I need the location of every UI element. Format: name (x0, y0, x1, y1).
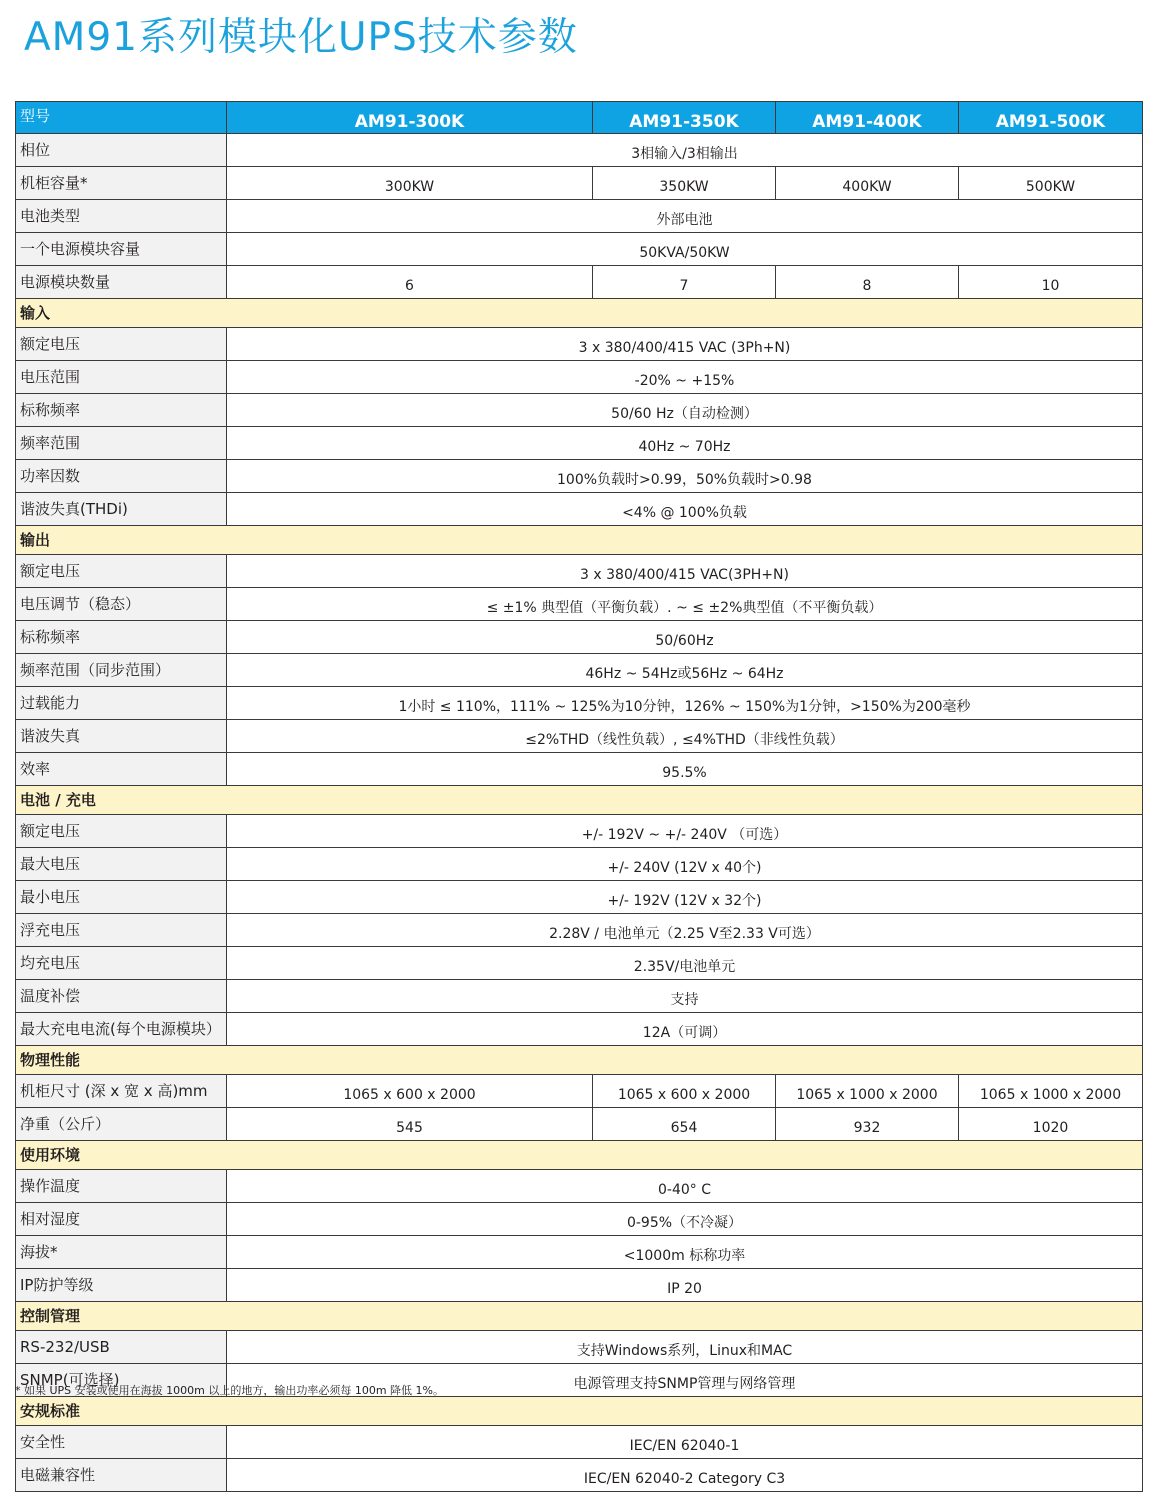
spec-row (16, 1170, 1143, 1203)
spec-row (16, 394, 1143, 427)
spec-value-cell: 7 (593, 266, 776, 299)
spec-label: 额定电压 (16, 328, 227, 361)
spec-value: 0-95%（不冷凝） (227, 1203, 1143, 1236)
section-header-physical (16, 1046, 1143, 1075)
spec-row (16, 1013, 1143, 1046)
spec-value: 2.28V / 电池单元（2.25 V至2.33 V可选） (227, 914, 1143, 947)
spec-value: 40Hz ~ 70Hz (227, 427, 1143, 460)
spec-value: 100%负载时>0.99，50%负载时>0.98 (227, 460, 1143, 493)
spec-value: IEC/EN 62040-2 Category C3 (227, 1459, 1143, 1492)
spec-row (16, 328, 1143, 361)
spec-label: 电池类型 (16, 200, 227, 233)
section-header-input (16, 299, 1143, 328)
spec-value-cell: 500KW (959, 167, 1143, 200)
spec-value: 50/60Hz (227, 621, 1143, 654)
spec-label: 温度补偿 (16, 980, 227, 1013)
spec-value: 2.35V/电池单元 (227, 947, 1143, 980)
section-title: 使用环境 (16, 1141, 1143, 1170)
spec-table (15, 101, 1143, 1492)
spec-value-cell: 6 (227, 266, 593, 299)
spec-value-cell: 654 (593, 1108, 776, 1141)
spec-value: <4% @ 100%负载 (227, 493, 1143, 526)
spec-value: +/- 192V ~ +/- 240V （可选） (227, 815, 1143, 848)
spec-row (16, 134, 1143, 167)
spec-value-cell: 10 (959, 266, 1143, 299)
spec-value: IP 20 (227, 1269, 1143, 1302)
spec-value: +/- 192V (12V x 32个) (227, 881, 1143, 914)
spec-label: IP防护等级 (16, 1269, 227, 1302)
spec-label: 相对湿度 (16, 1203, 227, 1236)
spec-value: 50KVA/50KW (227, 233, 1143, 266)
spec-value-cell: 545 (227, 1108, 593, 1141)
section-title: 输入 (16, 299, 1143, 328)
spec-row (16, 427, 1143, 460)
spec-value: 95.5% (227, 753, 1143, 786)
spec-value: IEC/EN 62040-1 (227, 1426, 1143, 1459)
spec-row (16, 588, 1143, 621)
spec-label: 操作温度 (16, 1170, 227, 1203)
spec-row (16, 881, 1143, 914)
spec-value: 50/60 Hz（自动检测） (227, 394, 1143, 427)
spec-label: 电磁兼容性 (16, 1459, 227, 1492)
spec-label: 电压调节（稳态） (16, 588, 227, 621)
spec-label: 效率 (16, 753, 227, 786)
spec-value-cell: 350KW (593, 167, 776, 200)
section-header-battery (16, 786, 1143, 815)
spec-label: 功率因数 (16, 460, 227, 493)
section-title: 输出 (16, 526, 1143, 555)
spec-label: 最大电压 (16, 848, 227, 881)
spec-row (16, 947, 1143, 980)
spec-label: 标称频率 (16, 621, 227, 654)
spec-value-cell: 300KW (227, 167, 593, 200)
spec-value-cell: 1065 x 600 x 2000 (593, 1075, 776, 1108)
spec-value-cell: 8 (776, 266, 959, 299)
spec-label: 电压范围 (16, 361, 227, 394)
footnote: * 如果 UPS 安装或使用在海拔 1000m 以上的地方，输出功率必须每 100m 降低 1%。 (15, 1384, 445, 1397)
spec-value-cell: 1065 x 1000 x 2000 (959, 1075, 1143, 1108)
spec-row (16, 200, 1143, 233)
spec-value: ≤ ±1% 典型值（平衡负载）. ~ ≤ ±2%典型值（不平衡负载） (227, 588, 1143, 621)
spec-label: 净重（公斤） (16, 1108, 227, 1141)
table-header-row (16, 102, 1143, 134)
spec-row (16, 687, 1143, 720)
spec-label: 电源模块数量 (16, 266, 227, 299)
spec-table-body (16, 102, 1143, 1492)
spec-value: -20% ~ +15% (227, 361, 1143, 394)
section-header-control (16, 1302, 1143, 1331)
spec-label: 谐波失真 (16, 720, 227, 753)
section-title: 控制管理 (16, 1302, 1143, 1331)
spec-label: 均充电压 (16, 947, 227, 980)
spec-value: 外部电池 (227, 200, 1143, 233)
spec-value: 3 x 380/400/415 VAC (3Ph+N) (227, 328, 1143, 361)
model-header-am91-300k: AM91-300K (227, 102, 593, 134)
spec-label: 过载能力 (16, 687, 227, 720)
spec-value: 1小时 ≤ 110%，111% ~ 125%为10分钟，126% ~ 150%为1分钟，>150%为200毫秒 (227, 687, 1143, 720)
spec-row (16, 753, 1143, 786)
spec-row (16, 815, 1143, 848)
spec-label: 一个电源模块容量 (16, 233, 227, 266)
spec-value-cell: 932 (776, 1108, 959, 1141)
spec-row (16, 720, 1143, 753)
section-header-safety (16, 1397, 1143, 1426)
spec-row (16, 1331, 1143, 1364)
section-title: 电池 / 充电 (16, 786, 1143, 815)
spec-row (16, 848, 1143, 881)
spec-value-cell: 1065 x 600 x 2000 (227, 1075, 593, 1108)
spec-label: 安全性 (16, 1426, 227, 1459)
spec-label: 浮充电压 (16, 914, 227, 947)
spec-value-cell: 1020 (959, 1108, 1143, 1141)
spec-label: 频率范围（同步范围） (16, 654, 227, 687)
spec-row (16, 980, 1143, 1013)
model-header-am91-500k: AM91-500K (959, 102, 1143, 134)
spec-value: 0-40° C (227, 1170, 1143, 1203)
page-title: AM91系列模块化UPS技术参数 (24, 15, 578, 60)
spec-row (16, 555, 1143, 588)
spec-value: ≤2%THD（线性负载）, ≤4%THD（非线性负载） (227, 720, 1143, 753)
spec-row (16, 1269, 1143, 1302)
spec-value: 电源管理支持SNMP管理与网络管理 (227, 1364, 1143, 1397)
section-title: 物理性能 (16, 1046, 1143, 1075)
spec-value: <1000m 标称功率 (227, 1236, 1143, 1269)
spec-label: 额定电压 (16, 555, 227, 588)
model-label: 型号 (16, 102, 227, 134)
spec-row (16, 1108, 1143, 1141)
spec-row (16, 493, 1143, 526)
spec-row (16, 266, 1143, 299)
spec-label: 谐波失真(THDi) (16, 493, 227, 526)
spec-value: 46Hz ~ 54Hz或56Hz ~ 64Hz (227, 654, 1143, 687)
spec-row (16, 167, 1143, 200)
spec-value: 3相输入/3相输出 (227, 134, 1143, 167)
spec-value-cell: 400KW (776, 167, 959, 200)
spec-label: 频率范围 (16, 427, 227, 460)
spec-row (16, 1459, 1143, 1492)
model-header-am91-350k: AM91-350K (593, 102, 776, 134)
spec-row (16, 654, 1143, 687)
spec-label: 机柜容量* (16, 167, 227, 200)
spec-row (16, 621, 1143, 654)
spec-row (16, 1075, 1143, 1108)
spec-label: 标称频率 (16, 394, 227, 427)
spec-value: 支持Windows系列，Linux和MAC (227, 1331, 1143, 1364)
spec-row (16, 914, 1143, 947)
spec-label: 机柜尺寸 (深 x 宽 x 高)mm (16, 1075, 227, 1108)
spec-row (16, 460, 1143, 493)
spec-value-cell: 1065 x 1000 x 2000 (776, 1075, 959, 1108)
spec-row (16, 1236, 1143, 1269)
spec-value: 3 x 380/400/415 VAC(3PH+N) (227, 555, 1143, 588)
section-header-environment (16, 1141, 1143, 1170)
model-header-am91-400k: AM91-400K (776, 102, 959, 134)
spec-row (16, 233, 1143, 266)
spec-label: 最小电压 (16, 881, 227, 914)
section-title: 安规标准 (16, 1397, 1143, 1426)
spec-label: 额定电压 (16, 815, 227, 848)
spec-value: 12A（可调） (227, 1013, 1143, 1046)
spec-row (16, 1203, 1143, 1236)
spec-label: 相位 (16, 134, 227, 167)
spec-label: 最大充电电流(每个电源模块） (16, 1013, 227, 1046)
spec-value: +/- 240V (12V x 40个) (227, 848, 1143, 881)
spec-row (16, 1426, 1143, 1459)
section-header-output (16, 526, 1143, 555)
spec-label: 海拔* (16, 1236, 227, 1269)
spec-value: 支持 (227, 980, 1143, 1013)
spec-label: SNMP(可选择) (16, 1364, 227, 1397)
spec-row (16, 361, 1143, 394)
spec-label: RS-232/USB (16, 1331, 227, 1364)
